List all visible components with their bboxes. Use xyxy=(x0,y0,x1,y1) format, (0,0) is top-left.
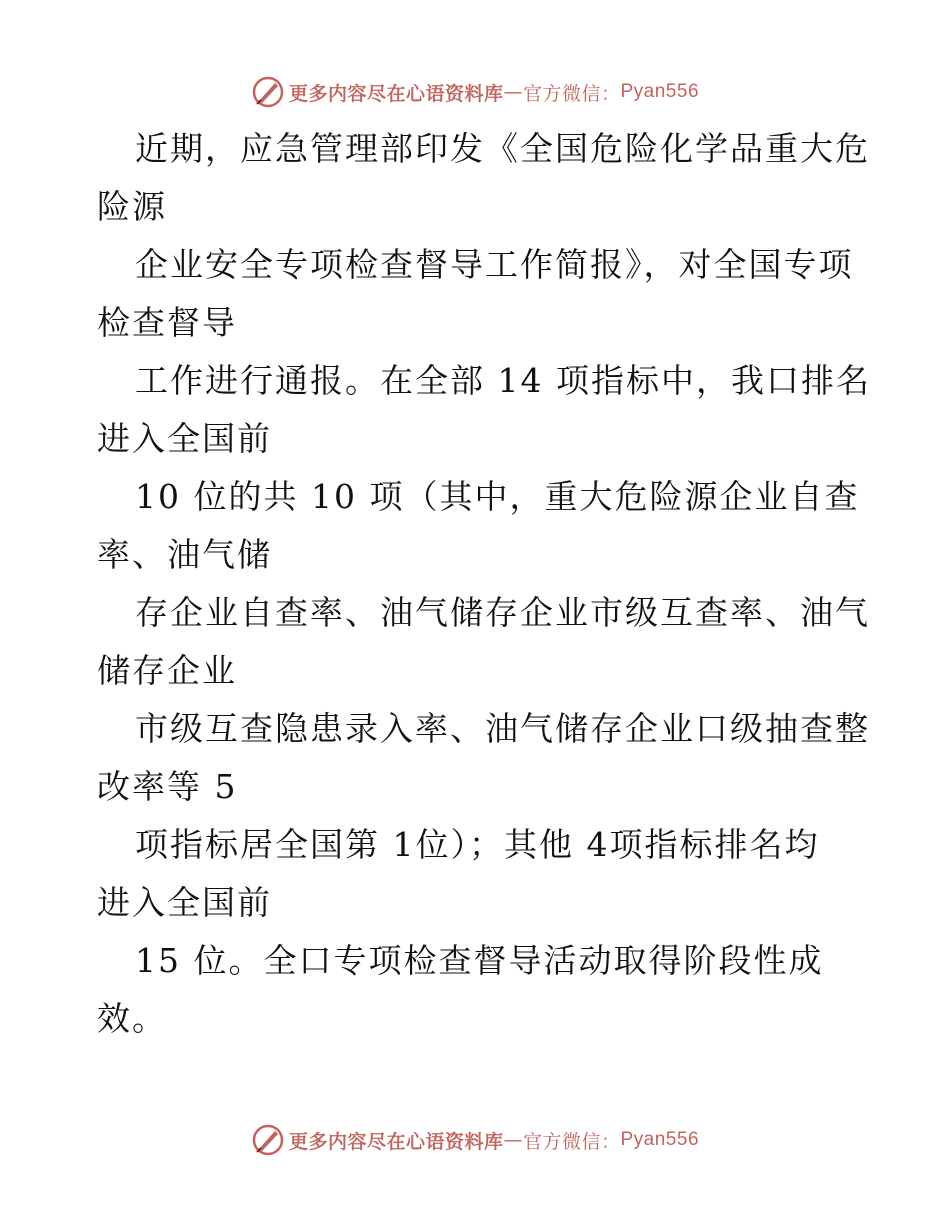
watermark-dash: — xyxy=(503,1129,523,1151)
text-line: 险源 xyxy=(97,187,167,226)
text-line: 效。 xyxy=(97,999,167,1038)
text-line: 储存企业 xyxy=(97,651,237,690)
text-line: 工作进行通报。在全部 14 项指标中，我口排名 xyxy=(135,361,871,400)
watermark-brand: 更多内容尽在心语资料库 xyxy=(288,1130,504,1153)
text-line: 进入全国前 xyxy=(97,883,272,922)
text-line: 10 位的共 10 项（其中，重大危险源企业自查 xyxy=(135,477,860,516)
watermark-id: Pyan556 xyxy=(620,1129,700,1150)
document-body xyxy=(97,120,871,1048)
quill-pen-seal-icon xyxy=(251,1123,285,1157)
watermark-dash: — xyxy=(503,81,523,103)
watermark-label: 官方微信： xyxy=(522,1130,621,1153)
text-line: 进入全国前 xyxy=(97,419,272,458)
text-line: 存企业自查率、油气储存企业市级互查率、油气 xyxy=(135,593,870,632)
footer-watermark xyxy=(0,1120,950,1160)
text-line: 改率等 5 xyxy=(97,767,238,806)
watermark-brand: 更多内容尽在心语资料库 xyxy=(288,82,504,105)
text-line: 近期，应急管理部印发《全国危险化学品重大危 xyxy=(135,129,870,168)
watermark-id: Pyan556 xyxy=(620,81,700,102)
text-line: 市级互查隐患录入率、油气储存企业口级抽查整 xyxy=(135,709,870,748)
watermark-label: 官方微信： xyxy=(522,82,621,105)
text-line: 检查督导 xyxy=(97,303,237,342)
quill-pen-seal-icon xyxy=(251,75,285,109)
text-line: 15 位。全口专项检查督导活动取得阶段性成 xyxy=(135,941,824,980)
text-line: 企业安全专项检查督导工作简报》，对全国专项 xyxy=(135,245,854,284)
text-line: 项指标居全国第 1位）；其他 4项指标排名均 xyxy=(135,825,820,864)
header-watermark xyxy=(0,72,950,112)
text-line: 率、油气储 xyxy=(97,535,272,574)
